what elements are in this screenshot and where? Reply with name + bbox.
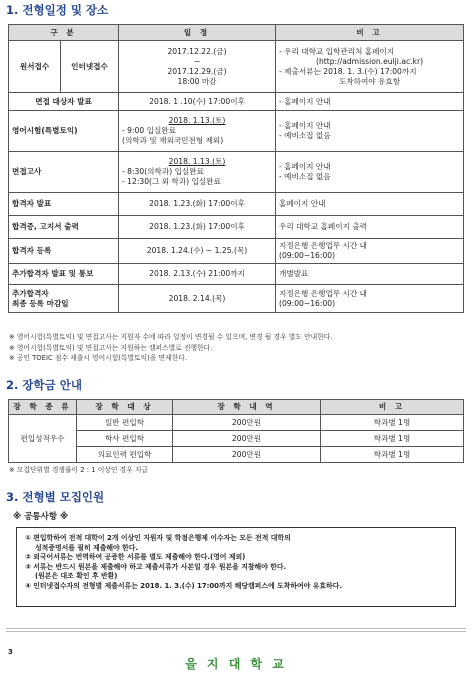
note-line: (http://admission.eulji.ac.kr) [315,56,424,66]
cell-target: 학사 편입학 [77,431,173,447]
cell-note: 학과별 1명 [321,415,464,431]
item-line: - 12:30(그 외 학과) 입실완료 [122,177,221,186]
note-line: - 예비소집 없음 [279,172,331,181]
common-notes-subtitle: ※ 공통사항 ※ [13,512,69,522]
table-row [9,93,464,111]
cell-amount: 200만원 [173,447,321,463]
item-line: (의학과 및 재외국민전형 제외) [122,136,224,145]
row-label: 면접 대상자 발표 [9,93,119,111]
cell-amount: 200만원 [173,431,321,447]
note-line: - 예비소집 없음 [279,131,331,140]
table-row [9,111,464,152]
date-line: 2018. 1.13.(토) [168,116,226,125]
cell-target: 일반 편입학 [77,415,173,431]
schedule-line: 18:00 마감 [177,76,217,86]
header-note: 비 고 [321,400,464,415]
table-row [9,193,464,216]
row-label: 추가합격자 발표 및 통보 [9,264,119,285]
header-note: 비 고 [276,25,464,41]
row-schedule: 2018. 2.14.(목) [119,285,276,313]
scholarship-kind: 편입성적우수 [9,415,77,463]
divider [6,631,466,632]
row-label: 합격증, 고지서 출력 [9,216,119,239]
row-schedule: 2018. 1.24.(수) ~ 1.25.(목) [119,239,276,264]
note-line: (09:00~16:00) [279,251,336,260]
header-target: 장 학 대 상 [77,400,173,415]
list-item: ③ 서류는 반드시 원본을 제출해야 하고 제출서류가 사본일 경우 원본을 지참해야 한다. [25,562,287,571]
schedule-footnotes [9,332,333,364]
row-note: - 홈페이지 안내 [276,93,464,111]
item-line: - 9:00 입실완료 [122,126,176,135]
item-line: - 8:30(의학과) 입실완료 [122,167,204,176]
table-row [9,239,464,264]
schedule-table [8,24,464,313]
note-line: (09:00~16:00) [279,298,336,308]
row-label: 영어시험(특별토익) [9,111,119,152]
row-label: 최종 등록 마감일 [12,298,69,308]
scholarship-table [8,399,464,463]
row-label: 원서접수 [9,41,61,93]
cell-target: 의료인력 편입학 [77,447,173,463]
row-label: 합격자 등록 [9,239,119,264]
table-row [9,41,464,93]
table-row [9,216,464,239]
row-label: 합격자 발표 [9,193,119,216]
note-line: - 제출서류는 2018. 1. 3.(수) 17:00까지 [279,66,417,76]
note-line: 도착하여야 유효함 [338,76,401,86]
row-sublabel: 인터넷접수 [61,41,119,93]
header-schedule: 일 정 [119,25,276,41]
table-row [9,152,464,193]
schedule-line: 2017.12.22.(금) [167,46,227,56]
section3-title: 3. 전형별 모집인원 [6,490,105,504]
header-category: 구 분 [9,25,119,41]
note-line: - 우리 대학교 입학관리처 홈페이지 [279,46,395,56]
list-item: ① 편입학하여 전적 대학이 2개 이상인 지원자 및 학점은행제 이수자는 모든 전적 대학의 [25,534,291,542]
scholarship-footnote: ※ 모집단위별 경쟁률이 2 : 1 이상인 경우 지급 [9,466,148,474]
row-schedule: 2018. 1 .10(수) 17:00이후 [119,93,276,111]
schedule-line: ~ [193,56,201,66]
note-line: - 홈페이지 안내 [279,121,331,130]
row-label: 추가합격자 [12,288,49,298]
cell-amount: 200만원 [173,415,321,431]
list-item: (원본은 대조 확인 후 반환) [35,572,118,581]
footnote: ※ 공인 TOEIC 점수 제출시 영어시험(특별토익)을 면제한다. [9,354,187,362]
row-note: 홈페이지 안내 [276,193,464,216]
list-item: ② 외국어서류는 번역하여 공증한 서류를 별도 제출해야 한다.(영어 제외) [25,553,246,562]
row-schedule: 2018. 1.23.(화) 17:00이후 [119,193,276,216]
page-number: 3 [8,648,13,656]
university-name: 을 지 대 학 교 [185,657,287,671]
row-schedule: 2018. 1.23.(화) 17:00이후 [119,216,276,239]
divider [6,628,466,629]
date-line: 2018. 1.13.(토) [168,157,226,166]
section2-title: 2. 장학금 안내 [6,378,82,392]
row-note: 우리 대학교 홈페이지 출력 [276,216,464,239]
list-item: 성적증명서를 필히 제출해야 한다. [35,543,139,552]
note-line: 지정은행 은행업무 시간 내 [279,288,367,298]
cell-note: 학과별 1명 [321,447,464,463]
note-line: 지정은행 은행업무 시간 내 [279,241,367,250]
table-row [9,431,464,447]
schedule-line: 2017.12.29.(금) [167,66,227,76]
row-schedule: 2018. 2.13.(수) 21:00까지 [119,264,276,285]
common-notes-box [16,527,456,607]
cell-note: 학과별 1명 [321,431,464,447]
section1-title: 1. 전형일정 및 장소 [6,3,109,17]
table-row [9,415,464,431]
header-amount: 장 학 내 역 [173,400,321,415]
row-label: 면접고사 [9,152,119,193]
header-kind: 장 학 종 류 [9,400,77,415]
table-row [9,447,464,463]
table-row [9,264,464,285]
note-line: - 홈페이지 안내 [279,162,331,171]
footnote: ※ 영어시험(특별토익) 및 면접고사는 지원자 수에 따라 일정이 변경될 수 있으며, 변경 될 경우 별도 안내한다. [9,333,333,341]
list-item: ④ 인터넷접수자의 전형별 제출서류는 2018. 1. 3.(수) 17:00까지 해당캠퍼스에 도착하여야 유효하다. [25,581,342,590]
row-note: 개별발표 [276,264,464,285]
footnote: ※ 영어시험(특별토익) 및 면접고사는 지원하는 캠퍼스별로 진행한다. [9,343,213,352]
table-row [9,285,464,313]
